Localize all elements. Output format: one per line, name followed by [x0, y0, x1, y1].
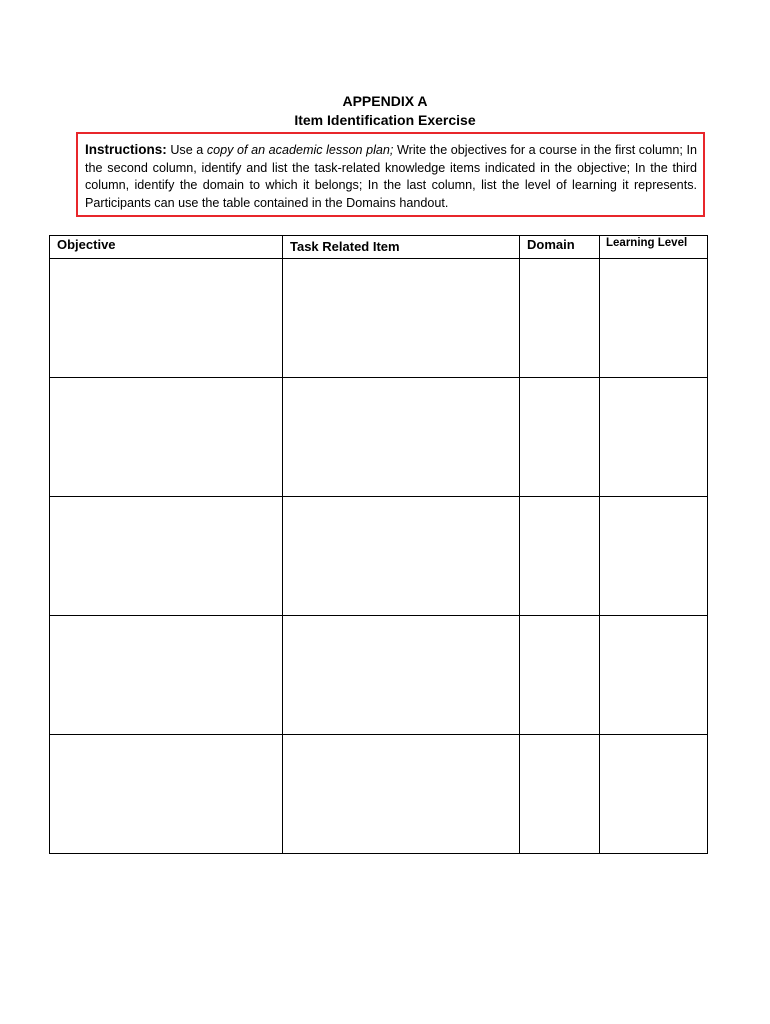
instructions-italic-text: copy of an academic lesson plan; [206, 143, 394, 157]
instructions-lead: Instructions: [85, 142, 167, 157]
instructions-text-part2: Write the objectives for a course in the first column; In the second column, identify and list the task-related knowledge items indicated in the objective; In the third column, identify the domain to which it belongs; In the last column, list the level of learning it represents. Participants can use the table contained in the Domains handout. [85, 143, 697, 210]
objective-cell[interactable] [50, 259, 283, 378]
learning-level-cell[interactable] [600, 497, 708, 616]
instructions-box [76, 132, 705, 217]
learning-level-cell[interactable] [600, 378, 708, 497]
learning-level-cell[interactable] [600, 616, 708, 735]
instructions-text-part1: Use a [166, 143, 207, 157]
table-row [50, 259, 708, 378]
learning-level-cell[interactable] [600, 735, 708, 854]
appendix-label: APPENDIX A [342, 93, 428, 109]
column-header-learning-level: Learning Level [600, 236, 708, 259]
domain-cell[interactable] [520, 259, 600, 378]
task-related-item-cell[interactable] [283, 616, 520, 735]
task-related-item-cell[interactable] [283, 378, 520, 497]
objective-cell[interactable] [50, 735, 283, 854]
domain-cell[interactable] [520, 497, 600, 616]
learning-level-cell[interactable] [600, 259, 708, 378]
exercise-table [49, 235, 708, 854]
table-header-row [50, 236, 708, 259]
task-related-item-cell[interactable] [283, 259, 520, 378]
objective-cell[interactable] [50, 616, 283, 735]
column-header-domain: Domain [520, 236, 600, 259]
table-row [50, 616, 708, 735]
domain-cell[interactable] [520, 735, 600, 854]
table-row [50, 378, 708, 497]
task-related-item-cell[interactable] [283, 497, 520, 616]
column-header-task-related-item: Task Related Item [283, 236, 520, 259]
task-related-item-cell[interactable] [283, 735, 520, 854]
document-title-block [0, 92, 770, 130]
table-row [50, 735, 708, 854]
exercise-title: Item Identification Exercise [294, 112, 476, 128]
domain-cell[interactable] [520, 378, 600, 497]
column-header-objective: Objective [50, 236, 283, 259]
objective-cell[interactable] [50, 497, 283, 616]
domain-cell[interactable] [520, 616, 600, 735]
objective-cell[interactable] [50, 378, 283, 497]
table-row [50, 497, 708, 616]
